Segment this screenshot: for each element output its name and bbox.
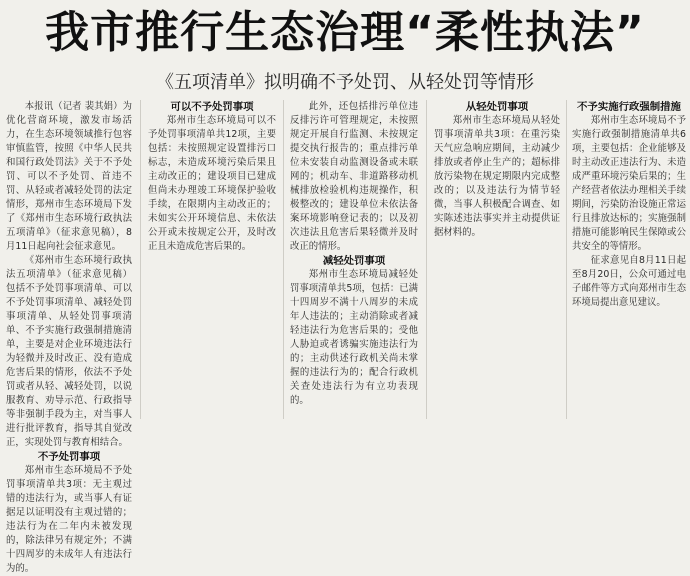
article-paragraph: 郑州市生态环境局减轻处罚事项清单共5项，包括：已满十四周岁不满十八周岁的未成年人违法的；主动消除或者减轻违法行为危害后果的；受他人胁迫或者诱骗实施违法行为的；主动供述行政机关尚未掌握的违法行为的；配合行政机关查处违法行为有立功表现的。 bbox=[290, 269, 418, 406]
section-heading: 可以不予处罚事项 bbox=[170, 101, 254, 113]
article-paragraph: 郑州市生态环境局不予实施行政强制措施清单共6项，主要包括：企业能够及时主动改正违法行为、未造成严重环境污染后果的；生产经营者依法办理相关手续期间，污染防治设施正常运行且排放达标的；实施强制措施可能影响民生保障或公共安全的等情形。 bbox=[572, 115, 686, 252]
article-paragraph: 征求意见自8月11日起至8月20日，公众可通过电子邮件等方式向郑州市生态环境局提出意见建议。 bbox=[572, 255, 686, 308]
article-paragraph: 本报讯（记者 裴其娟）为优化营商环境，激发市场活力，在生态环境领域推行包容审慎监管，按照《中华人民共和国行政处罚法》关于不予处罚、可以不予处罚、首违不罚、从轻或者减轻处罚的法定情形，郑州市生态环境局下发了《郑州市生态环境行政执法五项清单》（征求意见稿），8月11日起向社会征求意见。 bbox=[6, 101, 132, 252]
article-paragraph: 郑州市生态环境局不予处罚事项清单共3项：无主观过错的违法行为，或当事人有证据足以证明没有主观过错的；违法行为在二年内未被发现的，除法律另有规定外；不满十四周岁的未成年人有违法行为的。 bbox=[6, 465, 132, 574]
section-heading: 不予实施行政强制措施 bbox=[577, 101, 681, 113]
article-column-4 bbox=[434, 100, 560, 419]
article-paragraph: 郑州市生态环境局从轻处罚事项清单共3项：在重污染天气应急响应期间，主动减少排放或者停止生产的；超标排放污染物在规定期限内完成整改的；以及违法行为情节轻微，当事人积极配合调查、如实陈述违法事实并主动提供证据材料的。 bbox=[434, 115, 560, 238]
article-column-2 bbox=[148, 100, 276, 419]
article-paragraph: 郑州市生态环境局可以不予处罚事项清单共12项，主要包括：未按照规定设置排污口标志，未造成环境污染后果且主动改正的；建设项目已建成但尚未办理竣工环境保护验收手续，在限期内主动改正的；未如实公开环境信息、未依法公开或未按规定公开，及时改正且未造成危害后果的。 bbox=[148, 115, 276, 252]
article-paragraph: 《郑州市生态环境行政执法五项清单》（征求意见稿）包括不予处罚事项清单、可以不予处罚事项清单、减轻处罚事项清单、从轻处罚事项清单、不予实施行政强制措施清单，主要是对企业环境违法行为轻微并及时改正、没有造成危害后果的情形，依法不予处罚或者从轻、减轻处罚，以说服教育、劝导示范、行政指导等非强制手段为主，对当事人进行批评教育，指导其自觉改正，实现处罚与教育相结合。 bbox=[6, 255, 132, 448]
section-heading: 减轻处罚事项 bbox=[322, 255, 386, 267]
article-column-3 bbox=[290, 100, 418, 419]
section-heading: 不予处罚事项 bbox=[37, 451, 101, 463]
article-paragraph: 此外，还包括排污单位违反排污许可管理规定，未按照规定开展自行监测、未按规定提交执行报告的；重点排污单位未安装自动监测设备或未联网的；机动车、非道路移动机械排放检验机构违规操作，积极整改的；建设单位未依法备案环境影响登记表的；以及初次违法且危害后果轻微并及时改正的情形。 bbox=[290, 101, 418, 252]
section-heading: 从轻处罚事项 bbox=[465, 101, 529, 113]
subheadline: 《五项清单》拟明确不予处罚、从轻处罚等情形 bbox=[156, 72, 534, 93]
headline: 我市推行生态治理“柔性执法” bbox=[45, 7, 645, 58]
article-column-1 bbox=[6, 100, 132, 574]
article-column-5 bbox=[572, 100, 686, 419]
